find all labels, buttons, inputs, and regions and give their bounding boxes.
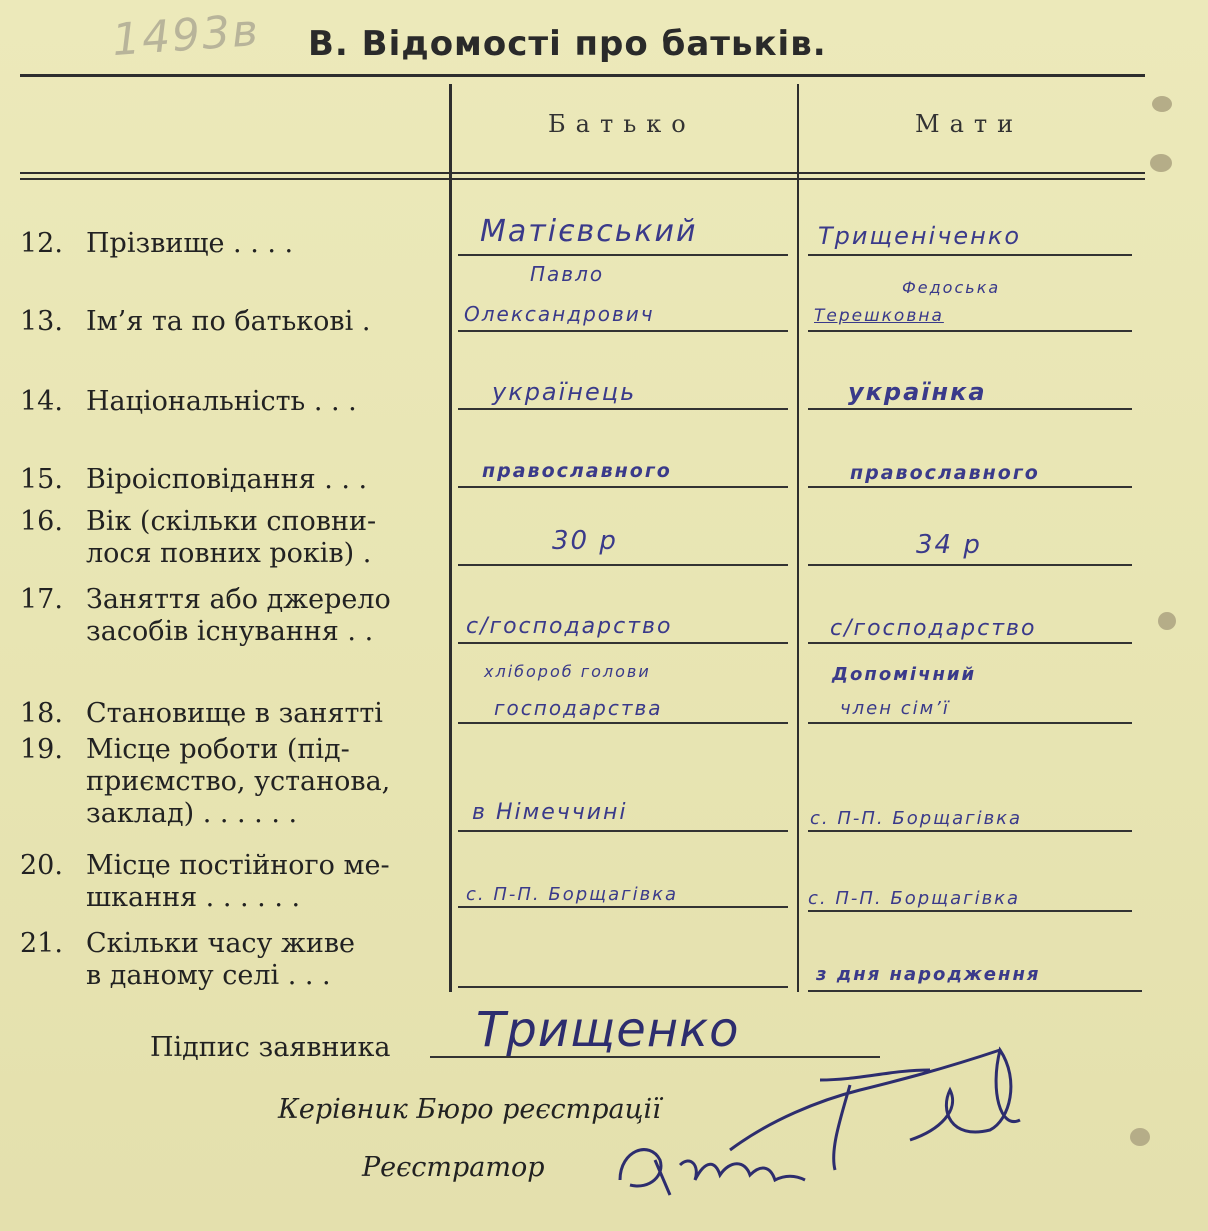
column-divider-middle	[797, 84, 799, 992]
father-age: 30 р	[552, 526, 618, 556]
fill-line	[458, 254, 788, 256]
registrar-label: Реєстратор	[362, 1152, 545, 1183]
row-label-position: 18. Становище в занятті	[20, 698, 383, 729]
fill-line	[808, 486, 1132, 488]
father-surname: Матієвський	[480, 214, 698, 249]
row-label-age: 16. Вік (скільки сповни- лося повних років) .	[20, 506, 377, 569]
row-label-surname: 12. Прізвище . . . .	[20, 228, 294, 259]
column-header-father: Батько	[548, 110, 696, 138]
row-label-religion: 15. Віроісповідання . . .	[20, 464, 368, 495]
row-label-nationality: 14. Національність . . .	[20, 386, 357, 417]
fill-line	[458, 906, 788, 908]
row-label-name-patronymic: 13. Ім’я та по батькові .	[20, 306, 371, 337]
fill-line	[808, 642, 1132, 644]
archive-number-stamp: 1493в	[110, 4, 262, 67]
mother-position-line2: член сім’ї	[840, 698, 950, 719]
mother-religion: православного	[850, 462, 1040, 484]
mother-residence: с. П-П. Борщагівка	[808, 888, 1021, 909]
father-nationality: українець	[492, 378, 637, 406]
father-workplace: в Німеччині	[472, 800, 628, 825]
father-patronymic: Олександрович	[464, 302, 655, 326]
fill-line	[808, 910, 1132, 912]
mother-position-line1: Допомічний	[832, 664, 977, 685]
applicant-signature-label: Підпис заявника	[150, 1032, 391, 1063]
bureau-head-label: Керівник Бюро реєстрації	[278, 1094, 661, 1125]
fill-line	[458, 642, 788, 644]
punch-hole	[1152, 96, 1172, 112]
punch-hole	[1150, 154, 1172, 172]
registrar-signature-drawing	[610, 1130, 810, 1210]
mother-occupation: с/господарство	[830, 616, 1037, 641]
fill-line	[808, 564, 1132, 566]
fill-line	[808, 408, 1132, 410]
father-occupation: с/господарство	[466, 614, 673, 639]
fill-line	[808, 330, 1132, 332]
fill-line	[458, 564, 788, 566]
fill-line	[808, 990, 1142, 992]
mother-name: Федоська	[902, 278, 1001, 297]
father-religion: православного	[482, 460, 672, 482]
mother-nationality: українка	[848, 378, 987, 406]
fill-line	[458, 830, 788, 832]
fill-line	[808, 830, 1132, 832]
header-top-rule	[20, 74, 1145, 77]
mother-surname: Трищеніченко	[818, 222, 1022, 250]
applicant-signature: Трищенко	[476, 1002, 740, 1058]
fill-line	[458, 486, 788, 488]
mother-residence-duration: з дня народження	[816, 964, 1041, 985]
row-label-residence: 20. Місце постійного ме- шкання . . . . . .	[20, 850, 390, 913]
header-bottom-rule-2	[20, 178, 1145, 180]
mother-age: 34 р	[916, 530, 982, 560]
father-position-line2: господарства	[494, 696, 663, 720]
section-title: В. Відомості про батьків.	[308, 24, 827, 64]
column-header-mother: Мати	[915, 110, 1024, 138]
fill-line	[458, 722, 788, 724]
father-name: Павло	[530, 262, 605, 286]
row-label-workplace: 19. Місце роботи (під- приємство, установа, заклад) . . . . . .	[20, 734, 391, 829]
mother-workplace: с. П-П. Борщагівка	[810, 808, 1023, 829]
mother-patronymic: Терешковна	[814, 306, 944, 326]
fill-line	[458, 330, 788, 332]
column-divider-left	[449, 84, 452, 992]
row-label-residence-duration: 21. Скільки часу живе в даному селі . . .	[20, 928, 356, 991]
fill-line	[808, 722, 1132, 724]
fill-line	[458, 986, 788, 988]
father-residence: с. П-П. Борщагівка	[466, 884, 679, 905]
punch-hole	[1130, 1128, 1150, 1146]
father-position-line1: хлібороб голови	[484, 662, 651, 681]
header-bottom-rule	[20, 172, 1145, 174]
fill-line	[458, 408, 788, 410]
punch-hole	[1158, 612, 1176, 630]
fill-line	[808, 254, 1132, 256]
row-label-occupation: 17. Заняття або джерело засобів існування . .	[20, 584, 391, 647]
